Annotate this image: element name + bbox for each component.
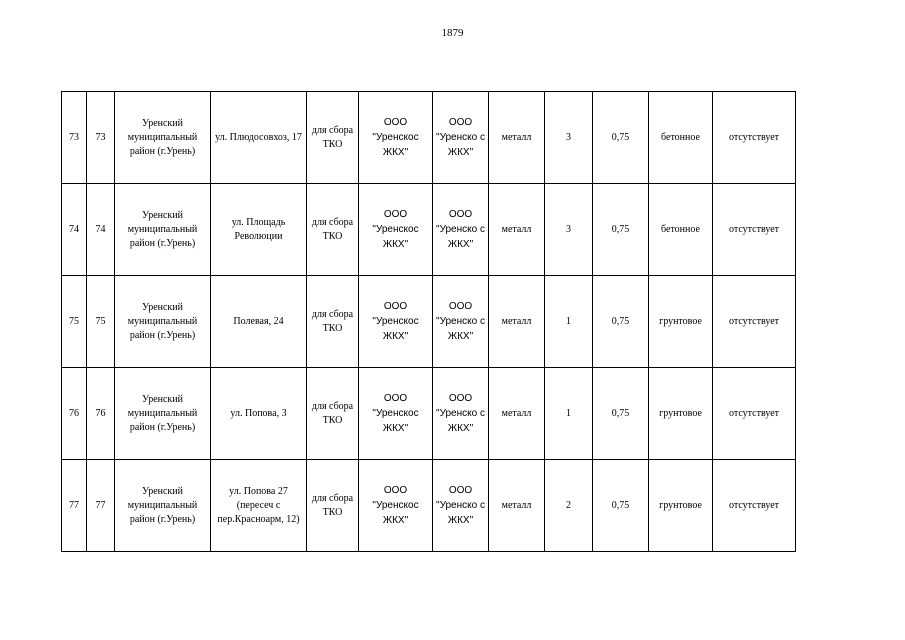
row-number-cell: 76 xyxy=(62,368,87,460)
site-index-cell: 75 xyxy=(87,276,115,368)
fence-cell: отсутствует xyxy=(713,184,796,276)
district-cell: Уренский муниципальный район (г.Урень) xyxy=(115,276,211,368)
purpose-cell: для сбора ТКО xyxy=(307,276,359,368)
container-volume-cell: 0,75 xyxy=(593,92,649,184)
table-row xyxy=(62,460,796,552)
surface-cell: грунтовое xyxy=(649,276,713,368)
table-row xyxy=(62,92,796,184)
address-cell: ул. Попова, 3 xyxy=(211,368,307,460)
container-volume-cell: 0,75 xyxy=(593,276,649,368)
page-number: 1879 xyxy=(441,27,464,39)
address-cell: ул. Площадь Революции xyxy=(211,184,307,276)
site-index-cell: 76 xyxy=(87,368,115,460)
container-count-cell: 3 xyxy=(545,92,593,184)
owner-cell: ООО "Уренско с ЖКХ" xyxy=(433,92,489,184)
surface-cell: бетонное xyxy=(649,92,713,184)
container-count-cell: 1 xyxy=(545,276,593,368)
surface-cell: грунтовое xyxy=(649,460,713,552)
district-cell: Уренский муниципальный район (г.Урень) xyxy=(115,368,211,460)
table-row xyxy=(62,368,796,460)
district-cell: Уренский муниципальный район (г.Урень) xyxy=(115,460,211,552)
container-volume-cell: 0,75 xyxy=(593,460,649,552)
table-row xyxy=(62,184,796,276)
site-index-cell: 73 xyxy=(87,92,115,184)
material-cell: металл xyxy=(489,368,545,460)
row-number-cell: 75 xyxy=(62,276,87,368)
row-number-cell: 74 xyxy=(62,184,87,276)
owner-cell: ООО "Уренско с ЖКХ" xyxy=(433,460,489,552)
fence-cell: отсутствует xyxy=(713,460,796,552)
waste-sites-table xyxy=(61,91,796,552)
owner-cell: ООО "Уренско с ЖКХ" xyxy=(433,276,489,368)
container-count-cell: 1 xyxy=(545,368,593,460)
container-volume-cell: 0,75 xyxy=(593,368,649,460)
operator-cell: ООО "Уренскос ЖКХ" xyxy=(359,368,433,460)
site-index-cell: 74 xyxy=(87,184,115,276)
purpose-cell: для сбора ТКО xyxy=(307,460,359,552)
row-number-cell: 77 xyxy=(62,460,87,552)
operator-cell: ООО "Уренскос ЖКХ" xyxy=(359,184,433,276)
fence-cell: отсутствует xyxy=(713,368,796,460)
material-cell: металл xyxy=(489,92,545,184)
address-cell: ул. Плюдосовхоз, 17 xyxy=(211,92,307,184)
district-cell: Уренский муниципальный район (г.Урень) xyxy=(115,184,211,276)
site-index-cell: 77 xyxy=(87,460,115,552)
purpose-cell: для сбора ТКО xyxy=(307,92,359,184)
owner-cell: ООО "Уренско с ЖКХ" xyxy=(433,368,489,460)
purpose-cell: для сбора ТКО xyxy=(307,368,359,460)
address-cell: Полевая, 24 xyxy=(211,276,307,368)
address-cell: ул. Попова 27 (пересеч с пер.Красноарм, 12) xyxy=(211,460,307,552)
operator-cell: ООО "Уренскос ЖКХ" xyxy=(359,460,433,552)
fence-cell: отсутствует xyxy=(713,276,796,368)
container-count-cell: 3 xyxy=(545,184,593,276)
surface-cell: грунтовое xyxy=(649,368,713,460)
material-cell: металл xyxy=(489,184,545,276)
surface-cell: бетонное xyxy=(649,184,713,276)
purpose-cell: для сбора ТКО xyxy=(307,184,359,276)
operator-cell: ООО "Уренскос ЖКХ" xyxy=(359,92,433,184)
material-cell: металл xyxy=(489,276,545,368)
material-cell: металл xyxy=(489,460,545,552)
table-row xyxy=(62,276,796,368)
operator-cell: ООО "Уренскос ЖКХ" xyxy=(359,276,433,368)
container-count-cell: 2 xyxy=(545,460,593,552)
container-volume-cell: 0,75 xyxy=(593,184,649,276)
fence-cell: отсутствует xyxy=(713,92,796,184)
district-cell: Уренский муниципальный район (г.Урень) xyxy=(115,92,211,184)
owner-cell: ООО "Уренско с ЖКХ" xyxy=(433,184,489,276)
row-number-cell: 73 xyxy=(62,92,87,184)
